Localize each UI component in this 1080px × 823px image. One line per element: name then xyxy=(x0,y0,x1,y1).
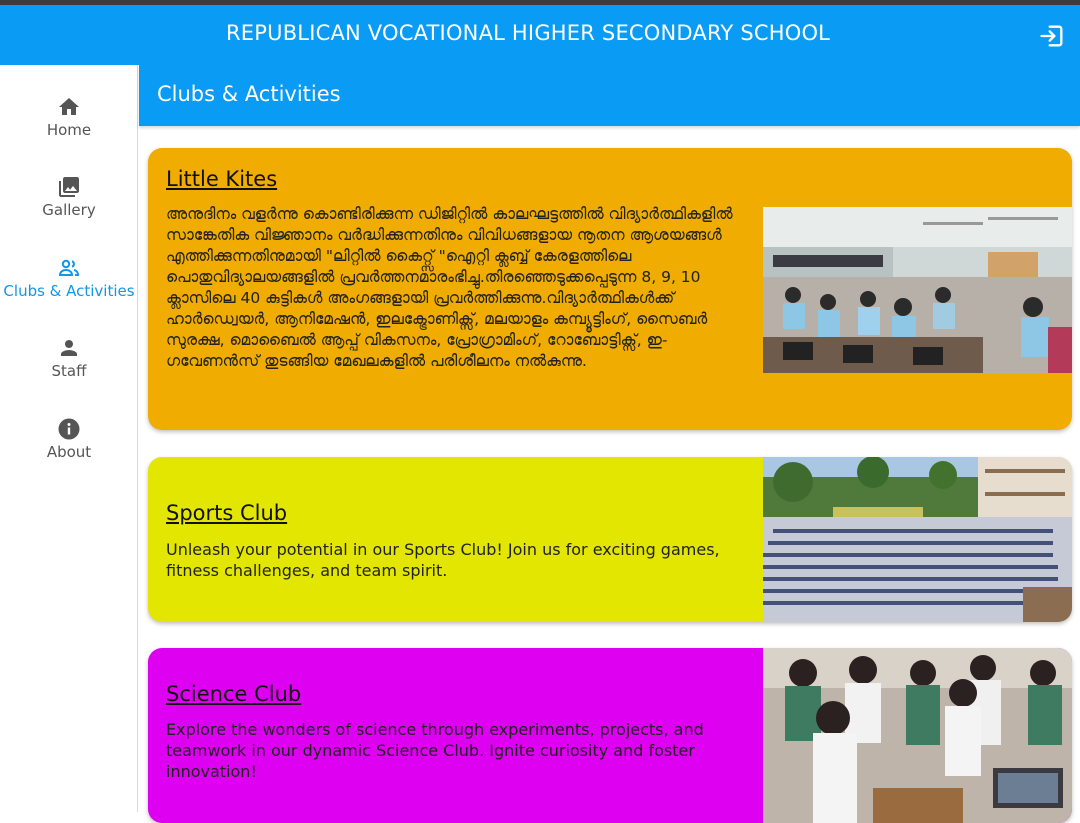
club-card-science[interactable] xyxy=(148,648,1072,823)
sidebar-item-staff[interactable] xyxy=(0,336,138,406)
sidebar-item-gallery[interactable] xyxy=(0,175,138,245)
sidebar-item-label: Clubs & Activities xyxy=(3,282,135,300)
club-description: Explore the wonders of science through experiments, projects, and teamwork in our dynamic Science Club. Ignite curiosity and foster innovation! xyxy=(166,720,704,781)
info-icon xyxy=(57,417,81,441)
page-header xyxy=(139,65,1080,126)
app-bar xyxy=(0,5,1080,65)
club-photo xyxy=(763,457,1072,622)
club-description: അനുദിനം വളർന്നു കൊണ്ടിരിക്കുന്ന ഡിജിറ്റിൽ കാലഘട്ടത്തിൽ വിദ്യാർത്ഥികളിൽ സാങ്കേതിക വിജ്ഞാനം വർദ്ധിക്കുന്നതിനും വിവിധങ്ങളായ നൂതന ആശയങ്ങൾ എത്തിക്കുന്നതിനുമായി "ലിറ്റിൽ കൈറ്റ്സ് "ഐറ്റി ക്ലബ്ബ് കേരളത്തിലെ പൊതുവിദ്യാലയങ്ങളിൽ പ്രവർത്തനമാരംഭിച്ചു.തിരഞ്ഞെടുക്കപ്പെടുന്ന 8, 9, 10 ക്ലാസിലെ 40 കുട്ടികൾ അംഗങ്ങളായി പ്രവർത്തിക്കുന്നു.വിദ്യാർത്ഥികൾക്ക് ഹാർഡ്വെയർ, ആനിമേഷൻ, ഇലക്ട്രോണിക്സ്, മലയാളം കമ്പ്യൂട്ടിംഗ്, സൈബർ സുരക്ഷ, മൊബൈൽ ആപ്പ് വികസനം, പ്രോഗ്രാമിംഗ്, റോബോട്ടിക്സ്, ഇ-ഗവേണൻസ് തുടങ്ങിയ മേഖലകളിൽ പരിശീലനം നൽകുന്നു. xyxy=(166,205,733,370)
club-title[interactable]: Sports Club xyxy=(166,501,288,525)
sidebar-item-label: About xyxy=(46,443,92,461)
club-photo xyxy=(763,207,1072,373)
sidebar-item-label: Home xyxy=(46,121,92,139)
gallery-icon xyxy=(57,175,81,199)
app-title: REPUBLICAN VOCATIONAL HIGHER SECONDARY SCHOOL xyxy=(226,21,831,45)
person-icon xyxy=(57,336,81,360)
club-title[interactable]: Science Club xyxy=(166,682,302,706)
page-title: Clubs & Activities xyxy=(157,82,341,106)
sidebar-item-label: Staff xyxy=(51,362,87,380)
sidebar-item-about[interactable] xyxy=(0,417,138,487)
sidebar-item-clubs[interactable] xyxy=(0,256,138,326)
club-description: Unleash your potential in our Sports Club! Join us for exciting games, fitness challenges, and team spirit. xyxy=(166,540,720,580)
sidebar xyxy=(0,65,138,812)
sidebar-item-label: Gallery xyxy=(42,201,96,219)
home-icon xyxy=(57,95,81,119)
logout-icon[interactable] xyxy=(1038,22,1066,50)
people-icon xyxy=(57,256,81,280)
club-card-little-kites[interactable] xyxy=(148,148,1072,430)
club-photo xyxy=(763,648,1072,823)
sidebar-item-home[interactable] xyxy=(0,95,138,165)
club-card-sports[interactable] xyxy=(148,457,1072,622)
club-title[interactable]: Little Kites xyxy=(166,167,278,191)
